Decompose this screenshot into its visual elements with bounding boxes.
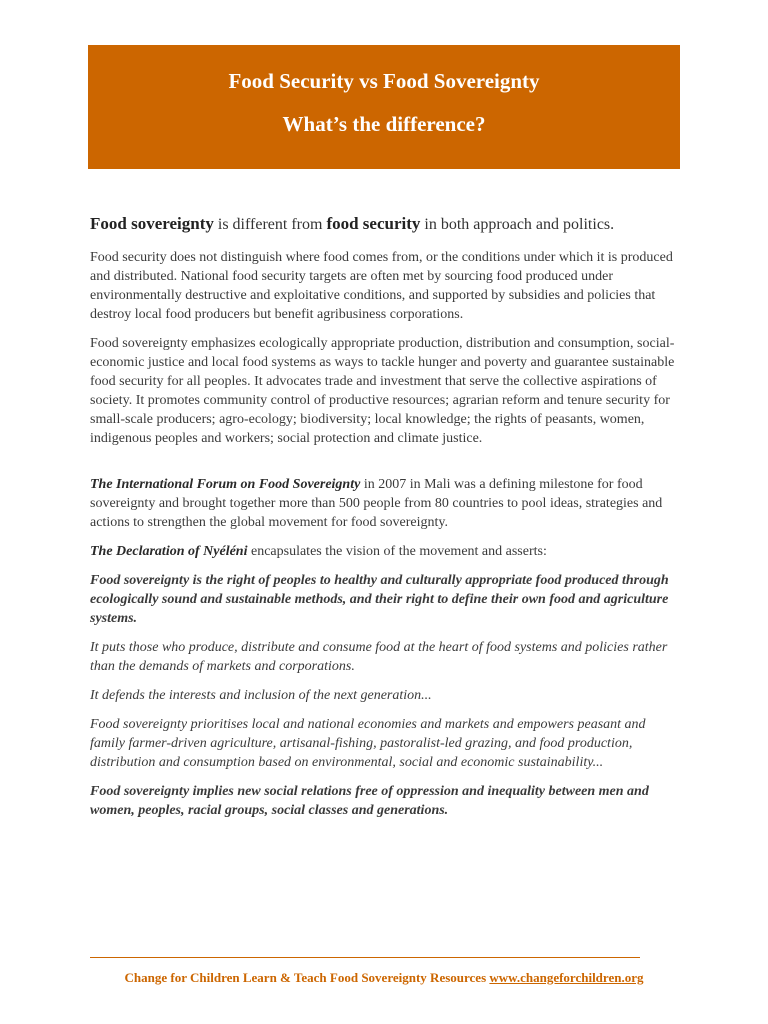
page-subtitle: What’s the difference? bbox=[282, 112, 486, 136]
title-banner bbox=[88, 45, 680, 169]
lead-end: in both approach and politics. bbox=[420, 216, 615, 233]
lead-paragraph bbox=[90, 212, 682, 237]
quote-local-economies: Food sovereignty prioritises local and national economies and markets and empowers peasant and family farmer-driven agriculture, artisanal-fishing, pastoralist-led grazing, and food production, distribution and consumption based on environmental, social and economic sustainability... bbox=[90, 717, 646, 770]
page-title: Food Security vs Food Sovereignty bbox=[228, 69, 540, 93]
footer-link[interactable]: www.changeforchildren.org bbox=[489, 970, 644, 985]
paragraph-declaration bbox=[90, 542, 682, 561]
forum-title: The International Forum on Food Sovereignty bbox=[90, 477, 361, 492]
forum-text: in 2007 in Mali was a defining milestone for food sovereignty and brought together more than 500 people from 80 countries to pool ideas, strategies and actions to strengthen the global movement for food sovereignty. bbox=[90, 477, 663, 530]
quote-producers: It puts those who produce, distribute and consume food at the heart of food systems and policies rather than the demands of markets and corporations. bbox=[90, 640, 668, 674]
quote-right-to-food: Food sovereignty is the right of peoples to healthy and culturally appropriate food produced through ecologically sound and sustainable methods, and their right to define their own food and agriculture systems. bbox=[90, 573, 669, 626]
main-content bbox=[90, 212, 682, 830]
footer-divider bbox=[90, 957, 640, 958]
declaration-text: encapsulates the vision of the movement and asserts: bbox=[247, 544, 547, 559]
quote-next-generation: It defends the interests and inclusion of the next generation... bbox=[90, 688, 432, 703]
footer bbox=[0, 970, 768, 986]
paragraph-food-security: Food security does not distinguish where food comes from, or the conditions under which it is produced and distributed. National food security targets are often met by sourcing food produced under environmentally destructive and exploitative conditions, and supported by subsidies and policies that destroy local food producers but benefit agribusiness corporations. bbox=[90, 250, 673, 322]
lead-mid: is different from bbox=[213, 216, 327, 233]
footer-text: Change for Children Learn & Teach Food Sovereignty Resources bbox=[124, 970, 490, 985]
lead-term-sovereignty: Food sovereignty bbox=[90, 214, 214, 233]
lead-term-security: food security bbox=[326, 214, 421, 233]
paragraph-forum bbox=[90, 475, 682, 532]
quote-social-relations: Food sovereignty implies new social relations free of oppression and inequality between men and women, peoples, racial groups, social classes and generations. bbox=[90, 784, 649, 818]
paragraph-food-sovereignty: Food sovereignty emphasizes ecologically appropriate production, distribution and consumption, social-economic justice and local food systems as ways to tackle hunger and poverty and guarantee sustainable food security for all peoples. It advocates trade and investment that serve the collective aspirations of society. It promotes community control of productive resources; agrarian reform and tenure security for small-scale producers; agro-ecology; biodiversity; local knowledge; the rights of peasants, women, indigenous peoples and workers; social protection and climate justice. bbox=[90, 336, 675, 446]
declaration-title: The Declaration of Nyéléni bbox=[90, 544, 248, 559]
